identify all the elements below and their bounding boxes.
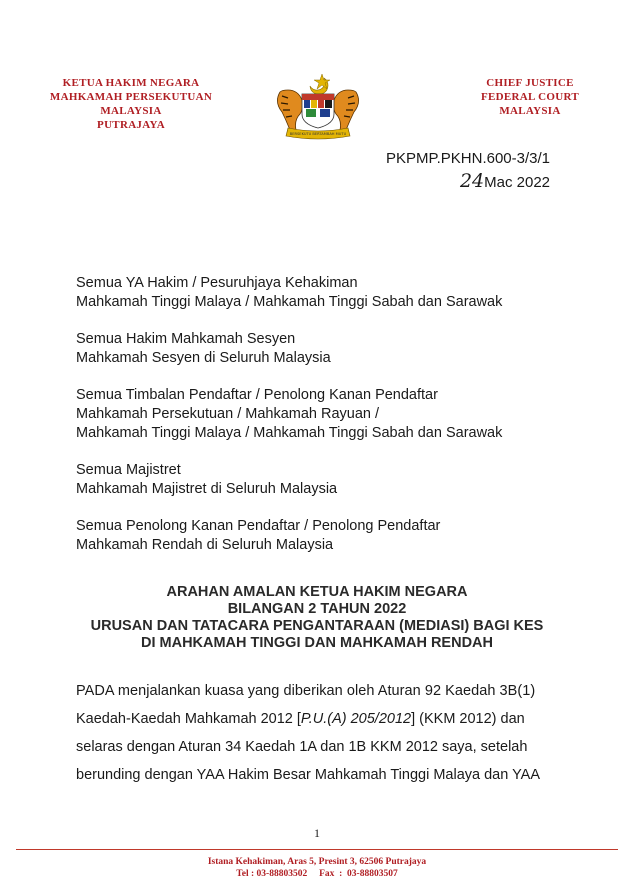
recipient-line: Semua Hakim Mahkamah Sesyen	[76, 331, 296, 347]
recipient-line: Semua Penolong Kanan Pendaftar / Penolong Pendaftar	[76, 518, 441, 534]
letterhead-right	[450, 76, 610, 118]
recipient-group	[76, 461, 596, 499]
footer-address: Istana Kehakiman, Aras 5, Presint 3, 62506 Putrajaya	[207, 857, 427, 867]
recipient-line: Mahkamah Rendah di Seluruh Malaysia	[76, 537, 334, 553]
title-line: BILANGAN 2 TAHUN 2022	[227, 601, 407, 617]
recipient-line: Mahkamah Tinggi Malaya / Mahkamah Tinggi Sabah dan Sarawak	[76, 294, 503, 310]
letterhead-left-line: PUTRAJAYA	[97, 119, 165, 131]
recipient-line: Mahkamah Tinggi Malaya / Mahkamah Tinggi Sabah dan Sarawak	[76, 425, 503, 441]
body-line	[76, 705, 552, 733]
letterhead-left-line: MALAYSIA	[100, 105, 162, 117]
body-line: selaras dengan Aturan 34 Kaedah 1A dan 1B KKM 2012 saya, setelah	[76, 739, 528, 755]
recipient-group	[76, 330, 596, 368]
crest-motto: BERSEKUTU BERTAMBAH MUTU	[289, 132, 347, 136]
letterhead-right-line: FEDERAL COURT	[481, 91, 579, 103]
reference-date-day: 24	[459, 170, 485, 192]
recipient-group	[76, 386, 596, 443]
footer-divider	[16, 849, 618, 850]
recipient-line: Mahkamah Majistret di Seluruh Malaysia	[76, 481, 338, 497]
recipient-group	[76, 274, 596, 312]
title-line: ARAHAN AMALAN KETUA HAKIM NEGARA	[166, 584, 468, 600]
body-line: berunding dengan YAA Hakim Besar Mahkamah Tinggi Malaya dan YAA	[76, 767, 541, 783]
coat-of-arms-icon	[270, 72, 366, 140]
recipient-line: Semua YA Hakim / Pesuruhjaya Kehakiman	[76, 275, 358, 291]
letterhead-left-line: KETUA HAKIM NEGARA	[62, 77, 200, 89]
body-paragraph	[76, 677, 552, 789]
recipient-group	[76, 517, 596, 555]
body-line-part: Kaedah-Kaedah Mahkamah 2012 [	[76, 711, 301, 727]
recipients-list	[76, 274, 596, 573]
body-line: PADA menjalankan kuasa yang diberikan oleh Aturan 92 Kaedah 3B(1)	[76, 683, 536, 699]
reference-date-month-year: Mac 2022	[484, 174, 550, 191]
body-line-part: ] (KKM 2012) dan	[411, 711, 525, 727]
reference-number: PKPMP.PKHN.600-3/3/1	[386, 150, 550, 167]
letterhead-right-line: MALAYSIA	[499, 105, 561, 117]
recipient-line: Semua Timbalan Pendaftar / Penolong Kanan Pendaftar	[76, 387, 438, 403]
title-line: URUSAN DAN TATACARA PENGANTARAAN (MEDIASI) BAGI KES	[90, 618, 544, 634]
recipient-line: Mahkamah Persekutuan / Mahkamah Rayuan /	[76, 406, 380, 422]
recipient-line: Mahkamah Sesyen di Seluruh Malaysia	[76, 350, 331, 366]
footer	[0, 856, 634, 880]
legal-citation: P.U.(A) 205/2012	[300, 711, 412, 727]
recipient-line: Semua Majistret	[76, 462, 181, 478]
letterhead-left-line: MAHKAMAH PERSEKUTUAN	[49, 91, 213, 103]
reference-block	[386, 148, 550, 194]
page-number: 1	[314, 826, 320, 840]
letterhead-left	[36, 76, 226, 132]
footer-contact: Tel : 03-88803502 Fax : 03-88803507	[236, 869, 398, 879]
title-line: DI MAHKAMAH TINGGI DAN MAHKAMAH RENDAH	[140, 635, 493, 651]
reference-date	[386, 170, 550, 194]
document-title	[40, 584, 594, 652]
letterhead-right-line: CHIEF JUSTICE	[486, 77, 574, 89]
